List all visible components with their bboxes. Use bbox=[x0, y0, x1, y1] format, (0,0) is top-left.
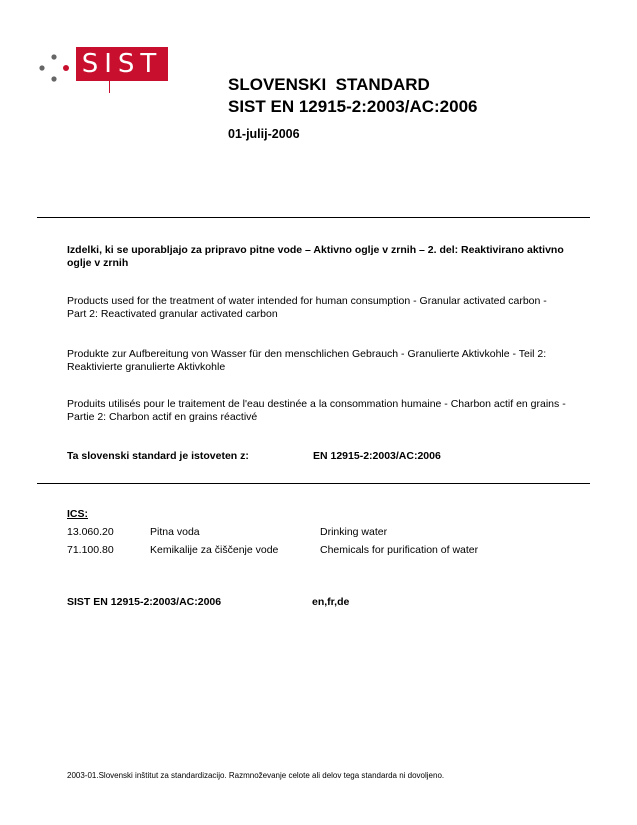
ics-slovenian: Kemikalije za čiščenje vode bbox=[150, 544, 279, 556]
middle-rule bbox=[37, 483, 590, 484]
publication-date: 01-julij-2006 bbox=[228, 127, 300, 141]
ics-row bbox=[67, 544, 567, 572]
ics-english: Drinking water bbox=[320, 526, 388, 538]
top-rule bbox=[37, 217, 590, 218]
header bbox=[228, 74, 477, 118]
ics-english: Chemicals for purification of water bbox=[320, 544, 479, 556]
identical-label: Ta slovenski standard je istoveten z: bbox=[67, 450, 249, 462]
standard-title: SLOVENSKI STANDARD bbox=[228, 75, 430, 94]
title-english: Products used for the treatment of water intended for human consumption - Granular activated carbon - Part 2: Reactivated granular activated carbon bbox=[67, 295, 547, 320]
ics-code: 71.100.80 bbox=[67, 544, 114, 556]
reference-languages: en,fr,de bbox=[312, 596, 350, 608]
logo-dots-icon bbox=[36, 50, 72, 86]
identical-value: EN 12915-2:2003/AC:2006 bbox=[313, 450, 441, 462]
ics-slovenian: Pitna voda bbox=[150, 526, 200, 538]
title-german: Produkte zur Aufbereitung von Wasser für den menschlichen Gebrauch - Granulierte Aktivkohle - Teil 2: Reaktivierte granulierte Aktivkohle bbox=[67, 348, 547, 373]
logo-divider bbox=[109, 81, 110, 93]
ics-code: 13.060.20 bbox=[67, 526, 114, 538]
ics-title: ICS: bbox=[67, 508, 88, 520]
title-french: Produits utilisés pour le traitement de l'eau destinée a la consommation humaine - Charbon actif en grains - Partie 2: Charbon actif en grains réactivé bbox=[67, 398, 566, 423]
copyright-footer: 2003-01.Slovenski inštitut za standardizacijo. Razmnoževanje celote ali delov tega standarda ni dovoljeno. bbox=[67, 771, 445, 780]
title-slovenian: Izdelki, ki se uporabljajo za pripravo pitne vode – Aktivno oglje v zrnih – 2. del: Reaktivirano aktivno oglje v zrnih bbox=[67, 244, 564, 269]
ics-row bbox=[67, 526, 567, 540]
standard-code: SIST EN 12915-2:2003/AC:2006 bbox=[228, 97, 478, 116]
logo-text: SIST bbox=[81, 49, 163, 79]
reference-code: SIST EN 12915-2:2003/AC:2006 bbox=[67, 596, 222, 608]
